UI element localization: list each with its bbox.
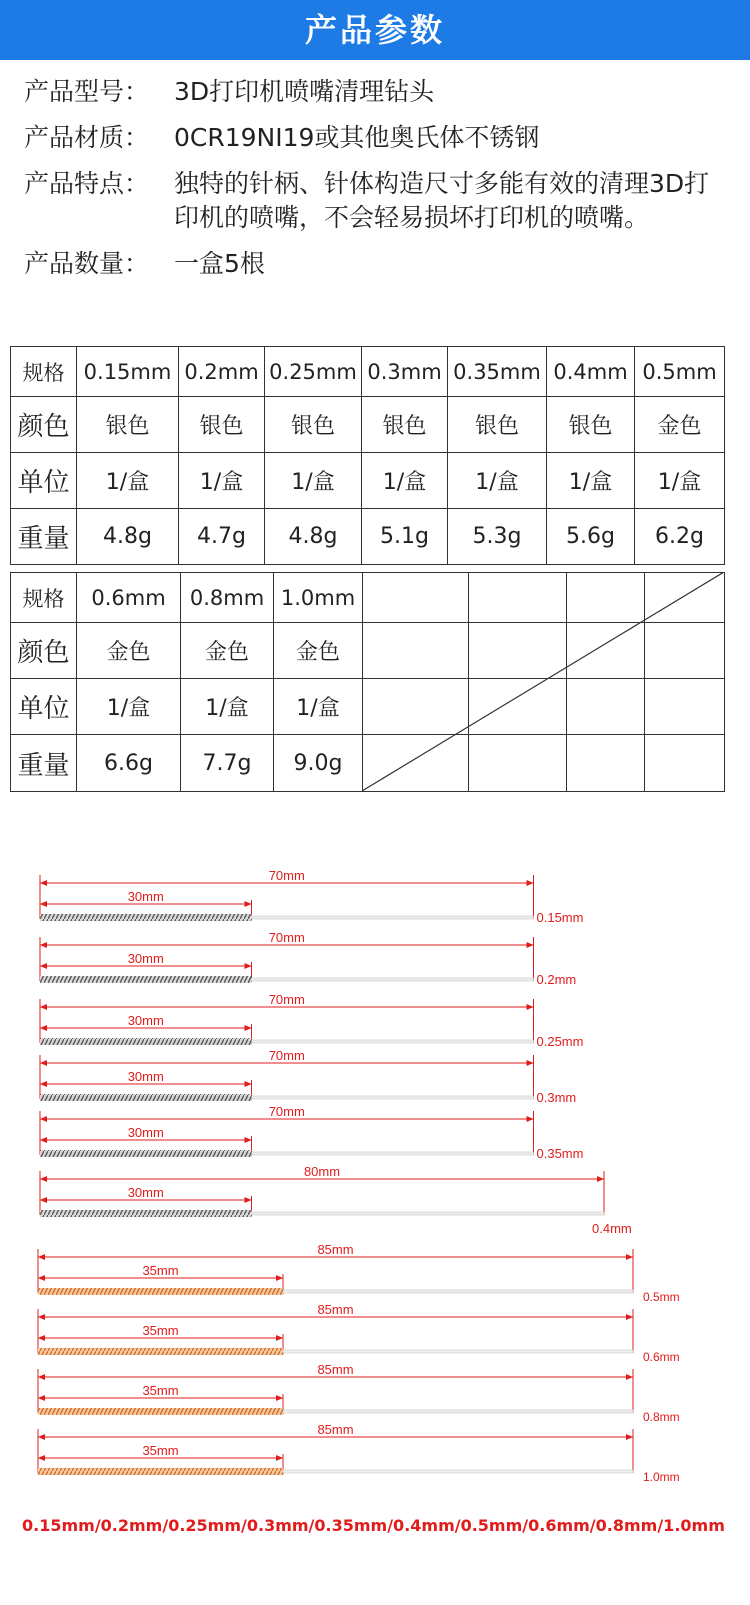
table-cell: 6.2g: [635, 509, 725, 565]
empty-cell: [469, 573, 567, 623]
shank-length-label: 35mm: [142, 1443, 179, 1458]
arrow-head: [527, 942, 534, 948]
arrow-head: [626, 1374, 633, 1380]
table-cell: 0.25mm: [265, 347, 362, 397]
spec-table-1: [10, 346, 725, 565]
table-cell: 银色: [265, 397, 362, 453]
table-cell: 4.8g: [77, 509, 179, 565]
spec-table-2: [10, 572, 725, 792]
needle-shank: [38, 1288, 283, 1295]
arrow-head: [38, 1254, 45, 1260]
table-cell: 5.3g: [448, 509, 547, 565]
table-cell: 银色: [362, 397, 448, 453]
table-cell: 1/盒: [547, 453, 635, 509]
arrow-head: [527, 1116, 534, 1122]
shank-length-label: 35mm: [142, 1263, 179, 1278]
needle-body: [252, 978, 534, 981]
diameter-label: 0.3mm: [536, 1090, 577, 1105]
table-cell: 1.0mm: [274, 573, 363, 623]
arrow-head: [40, 880, 47, 886]
row-header: 重量: [11, 735, 77, 792]
arrow-head: [276, 1335, 283, 1341]
arrow-head: [626, 1254, 633, 1260]
param-row-material: [24, 121, 724, 155]
empty-cell: [567, 573, 645, 623]
param-row-model: [24, 75, 724, 109]
param-row-features: [24, 167, 724, 235]
table-cell: 5.1g: [362, 509, 448, 565]
arrow-head: [245, 901, 252, 907]
table-cell: 1/盒: [77, 453, 179, 509]
empty-cell: [567, 735, 645, 792]
needle-shank: [40, 976, 252, 983]
arrow-head: [527, 880, 534, 886]
needle-shank: [38, 1468, 283, 1475]
needle-body: [283, 1470, 633, 1473]
diameter-label: 0.5mm: [643, 1290, 680, 1304]
table-cell: 1/盒: [635, 453, 725, 509]
arrow-head: [245, 1025, 252, 1031]
table-cell: 4.8g: [265, 509, 362, 565]
diameter-label: 0.15mm: [536, 910, 584, 925]
arrow-head: [276, 1275, 283, 1281]
table-row: [11, 347, 725, 397]
empty-cell: [363, 735, 469, 792]
arrow-head: [40, 963, 47, 969]
diameter-label: 0.6mm: [643, 1350, 680, 1364]
shank-length-label: 30mm: [127, 951, 164, 966]
empty-cell: [363, 679, 469, 735]
row-header: 规格: [11, 573, 77, 623]
shank-length-label: 30mm: [127, 1125, 164, 1140]
table-cell: 1/盒: [77, 679, 181, 735]
arrow-head: [38, 1314, 45, 1320]
param-value: 3D打印机喷嘴清理钻头: [174, 77, 435, 106]
shank-length-label: 30mm: [127, 1185, 164, 1200]
diameter-label: 0.25mm: [536, 1034, 584, 1049]
arrow-head: [245, 1137, 252, 1143]
row-header: 规格: [11, 347, 77, 397]
needle-shank: [38, 1348, 283, 1355]
arrow-head: [597, 1176, 604, 1182]
table-cell: 0.5mm: [635, 347, 725, 397]
arrow-head: [38, 1455, 45, 1461]
table-cell: 0.6mm: [77, 573, 181, 623]
table-cell: 1/盒: [274, 679, 363, 735]
arrow-head: [40, 1137, 47, 1143]
needle-body: [252, 1152, 534, 1155]
empty-cell: [645, 679, 725, 735]
needle-shank: [38, 1408, 283, 1415]
page-header: [0, 0, 750, 60]
arrow-head: [40, 1176, 47, 1182]
table-cell: 0.2mm: [179, 347, 265, 397]
table-cell: 银色: [547, 397, 635, 453]
total-length-label: 85mm: [317, 1422, 354, 1437]
needle-dimension-diagrams: [0, 855, 750, 1515]
product-params: [24, 75, 724, 293]
table-cell: 银色: [77, 397, 179, 453]
arrow-head: [38, 1275, 45, 1281]
table-cell: 金色: [181, 623, 274, 679]
needle-body: [252, 1212, 605, 1215]
arrow-head: [245, 963, 252, 969]
param-value: 一盒5根: [174, 249, 265, 278]
needle-body: [252, 1040, 534, 1043]
row-header: 单位: [11, 679, 77, 735]
table-cell: 0.8mm: [181, 573, 274, 623]
empty-cell: [645, 735, 725, 792]
arrow-head: [245, 1197, 252, 1203]
needle-shank: [40, 914, 252, 921]
total-length-label: 80mm: [303, 1164, 341, 1179]
table-cell: 7.7g: [181, 735, 274, 792]
needle-body: [283, 1350, 633, 1353]
needle-body: [283, 1410, 633, 1413]
needle-shank: [40, 1094, 252, 1101]
shank-length-label: 30mm: [127, 1069, 164, 1084]
arrow-head: [527, 1004, 534, 1010]
total-length-label: 70mm: [268, 930, 305, 945]
arrow-head: [276, 1395, 283, 1401]
shank-length-label: 35mm: [142, 1383, 179, 1398]
table-cell: 0.3mm: [362, 347, 448, 397]
table-row: [11, 679, 725, 735]
diameter-label: 0.8mm: [643, 1410, 680, 1424]
table-cell: 金色: [77, 623, 181, 679]
table-row: [11, 397, 725, 453]
table-row: [11, 573, 725, 623]
empty-cell: [567, 679, 645, 735]
row-header: 颜色: [11, 623, 77, 679]
diameter-label: 0.4mm: [592, 1221, 632, 1236]
empty-cell: [567, 623, 645, 679]
arrow-head: [40, 942, 47, 948]
total-length-label: 85mm: [317, 1242, 354, 1257]
needle-body: [252, 1096, 534, 1099]
needle-body: [283, 1290, 633, 1293]
arrow-head: [245, 1081, 252, 1087]
diameter-label: 1.0mm: [643, 1470, 680, 1484]
table-cell: 6.6g: [77, 735, 181, 792]
diameter-label: 0.35mm: [536, 1146, 584, 1161]
arrow-head: [40, 1197, 47, 1203]
needle-shank: [40, 1038, 252, 1045]
arrow-head: [40, 1116, 47, 1122]
arrow-head: [38, 1434, 45, 1440]
row-header: 颜色: [11, 397, 77, 453]
empty-cell: [645, 573, 725, 623]
header-title: 产品参数: [304, 11, 445, 49]
arrow-head: [40, 1060, 47, 1066]
size-list-footer: 0.15mm/0.2mm/0.25mm/0.3mm/0.35mm/0.4mm/0.5mm/0.6mm/0.8mm/1.0mm: [22, 1516, 725, 1535]
total-length-label: 70mm: [268, 868, 305, 883]
table-cell: 金色: [635, 397, 725, 453]
diameter-label: 0.2mm: [536, 972, 577, 987]
shank-length-label: 30mm: [127, 1013, 164, 1028]
table-cell: 5.6g: [547, 509, 635, 565]
row-header: 重量: [11, 509, 77, 565]
table-cell: 银色: [448, 397, 547, 453]
table-row: [11, 623, 725, 679]
table-row: [11, 453, 725, 509]
total-length-label: 70mm: [268, 1104, 305, 1119]
empty-cell: [363, 623, 469, 679]
table-cell: 1/盒: [362, 453, 448, 509]
param-row-quantity: [24, 247, 724, 281]
needle-shank: [40, 1210, 252, 1217]
table-cell: 0.4mm: [547, 347, 635, 397]
table-cell: 4.7g: [179, 509, 265, 565]
arrow-head: [38, 1374, 45, 1380]
arrow-head: [527, 1060, 534, 1066]
total-length-label: 85mm: [317, 1302, 354, 1317]
total-length-label: 70mm: [268, 992, 305, 1007]
table-cell: 金色: [274, 623, 363, 679]
empty-cell: [469, 679, 567, 735]
needle-shank: [40, 1150, 252, 1157]
row-header: 单位: [11, 453, 77, 509]
arrow-head: [276, 1455, 283, 1461]
param-label: 产品数量：: [24, 249, 150, 278]
table-cell: 9.0g: [274, 735, 363, 792]
table-cell: 1/盒: [448, 453, 547, 509]
table-row: [11, 509, 725, 565]
empty-cell: [363, 573, 469, 623]
empty-cell: [469, 735, 567, 792]
total-length-label: 85mm: [317, 1362, 354, 1377]
arrow-head: [40, 1081, 47, 1087]
needle-body: [252, 916, 534, 919]
total-length-label: 70mm: [268, 1048, 305, 1063]
shank-length-label: 35mm: [142, 1323, 179, 1338]
table-cell: 0.15mm: [77, 347, 179, 397]
arrow-head: [40, 1004, 47, 1010]
arrow-head: [40, 1025, 47, 1031]
table-cell: 1/盒: [265, 453, 362, 509]
shank-length-label: 30mm: [127, 889, 164, 904]
table-cell: 银色: [179, 397, 265, 453]
table-row: [11, 735, 725, 792]
arrow-head: [40, 901, 47, 907]
param-value: 0CR19NI19或其他奥氏体不锈钢: [174, 123, 540, 152]
param-label: 产品特点：: [24, 169, 150, 198]
table-cell: 1/盒: [181, 679, 274, 735]
arrow-head: [626, 1314, 633, 1320]
param-value: 独特的针柄、针体构造尺寸多能有效的清理3D打印机的喷嘴，不会轻易损坏打印机的喷嘴。: [174, 169, 710, 232]
param-label: 产品型号：: [24, 77, 150, 106]
table-cell: 1/盒: [179, 453, 265, 509]
empty-cell: [469, 623, 567, 679]
arrow-head: [38, 1335, 45, 1341]
arrow-head: [626, 1434, 633, 1440]
arrow-head: [38, 1395, 45, 1401]
empty-cell: [645, 623, 725, 679]
param-label: 产品材质：: [24, 123, 150, 152]
table-cell: 0.35mm: [448, 347, 547, 397]
